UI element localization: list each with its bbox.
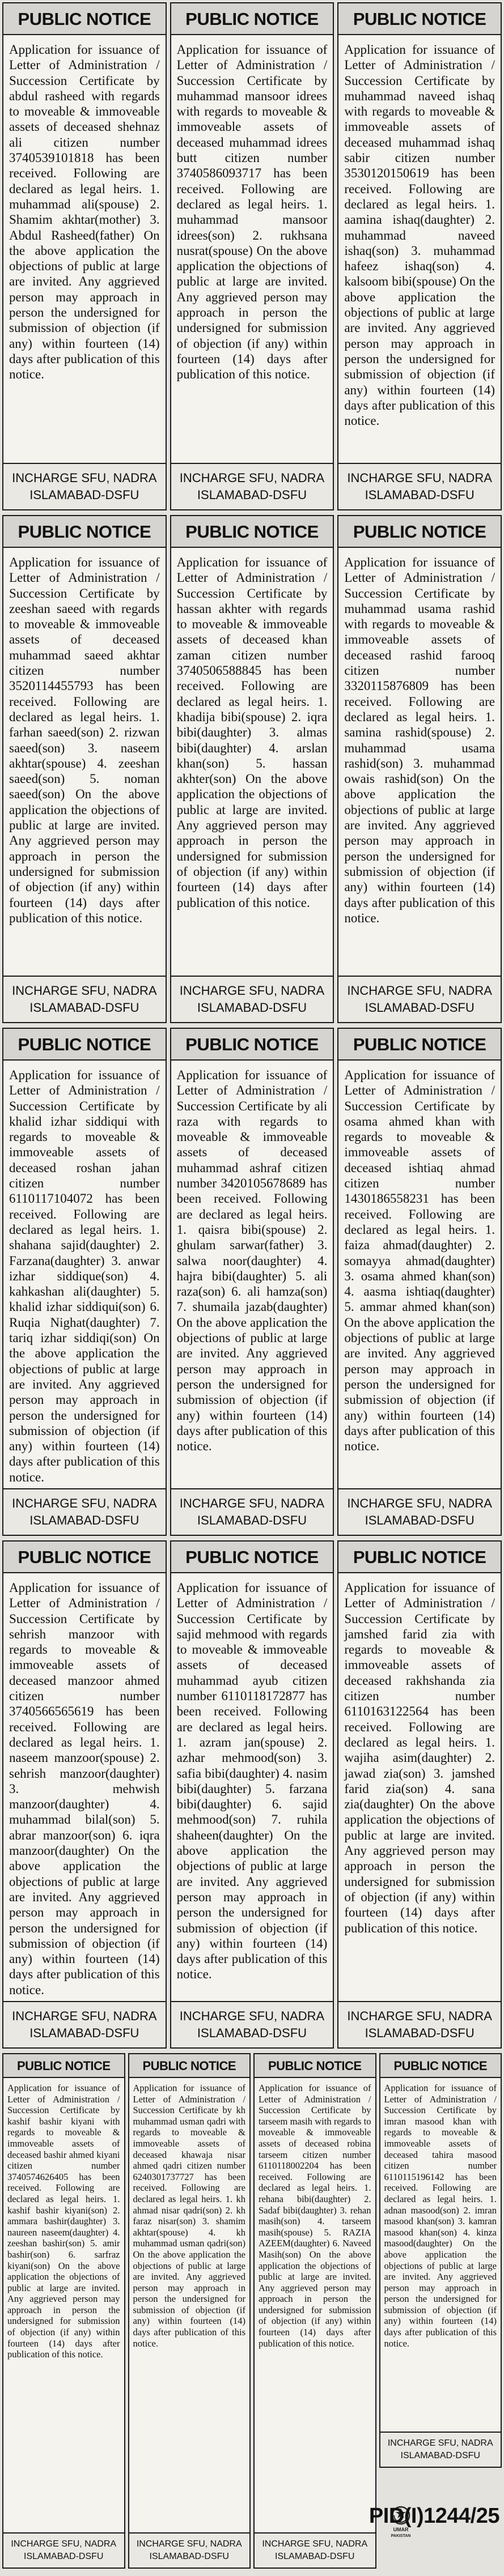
notice-body: Application for issuance of Letter of Administration / Succession Certificate by muhammad naveed ishaq with regards to moveable & immoveable assets of deceased muhammad ishaq sabir citizen number 3530120150619 has been received. Following are declared as legal heirs. 1. aamina ishaq(daughter) 2. muhammad naveed ishaq(son) 3. muhammad hafeez ishaq(son) 4. kalsoom bibi(spouse) On the above application the objections of public at large are invited. Any aggrieved person may approach in person the undersigned for submission of objection (if any) within fourteen (14) days after publication of this notice. — [344, 42, 495, 428]
notice-footer — [380, 2432, 501, 2467]
public-notice — [170, 2, 334, 510]
footer-location: ISLAMABAD-DSFU — [365, 1000, 475, 1015]
public-notice — [379, 2053, 502, 2468]
notice-title: PUBLIC NOTICE — [3, 516, 166, 548]
notice-title: PUBLIC NOTICE — [255, 2054, 375, 2078]
public-notice — [337, 1028, 502, 1536]
notice-body: Application for issuance of Letter of Administration / Succession Certificate by abdul rasheed with regards to moveable & immoveable assets of deceased shehnaz ali citizen number 3740539101818 has been received. Following are declared as legal heirs. 1. muhammad ali(spouse) 2. Shamim akhtar(mother) 3. Abdul Rasheed(father) On the above application the objections of public at large are invited. Any aggrieved person may approach in person the undersigned for submission of objection (if any) within fourteen (14) days after publication of this notice. — [9, 42, 160, 382]
footer-office: INCHARGE SFU, NADRA — [347, 983, 492, 998]
public-notice — [337, 515, 502, 1023]
notices-row-5 — [2, 2053, 502, 2569]
notice-title: PUBLIC NOTICE — [171, 1029, 333, 1061]
public-notice — [2, 1028, 167, 1536]
notices-row-2 — [2, 515, 502, 1023]
notice-title: PUBLIC NOTICE — [338, 516, 501, 548]
notice-title: PUBLIC NOTICE — [338, 3, 501, 35]
footer-office: INCHARGE SFU, NADRA — [387, 2438, 493, 2448]
public-notice — [2, 2, 167, 510]
notice-body: Application for issuance of Letter of Administration / Succession Certificate by zeeshan saeed with regards to moveable & immoveable assets of deceased muhammad saeed akhtar citizen number 3520114455793 has been received. Following are declared as legal heirs. 1. farhan saeed(son) 2. rizwan saeed(son) 3. naseem akhtar(spouse) 4. zeeshan saeed(son) 5. noman saeed(son) On the above application the objections of public at large are invited. Any aggrieved person may approach in person the undersigned for submission of objection (if any) within fourteen (14) days after publication of this notice. — [9, 555, 160, 925]
footer-location: ISLAMABAD-DSFU — [24, 2552, 104, 2561]
public-notice — [253, 2053, 376, 2569]
footer-office: INCHARGE SFU, NADRA — [12, 471, 157, 485]
footer-office: INCHARGE SFU, NADRA — [179, 2009, 325, 2023]
pid-number: PID(I)1244/25 — [369, 2504, 499, 2528]
notice-footer — [338, 1488, 501, 1535]
footer-location: ISLAMABAD-DSFU — [365, 1513, 475, 1527]
notice-footer — [255, 2532, 375, 2568]
footer-office: INCHARGE SFU, NADRA — [12, 2009, 157, 2024]
footer-location: ISLAMABAD-DSFU — [197, 488, 307, 502]
footer-location: ISLAMABAD-DSFU — [29, 2026, 139, 2041]
notice-footer — [338, 463, 501, 509]
footer-office: INCHARGE SFU, NADRA — [179, 1496, 325, 1510]
notice-footer — [3, 976, 166, 1022]
notice-body: Application for issuance of Letter of Administration / Succession Certificate by tarseem masih with regards to moveable & immoveable assets of deceased robina tarseem citizen number 6110118002204 has been received. Following are declared as legal heirs. 1. rehana bibi(daughter) 2. Sadaf bibi(daughter) 3. rehan masih(son) 4. tarseem masih(spouse) 5. RAZIA AZEEM(daughter) 6. Naveed Masih(son) On the above application the objections of public at large are invited. Any aggrieved person may approach in person the undersigned for submission of objection (if any) within fourteen (14) days after publication of this notice. — [259, 2083, 371, 2349]
footer-location: ISLAMABAD-DSFU — [365, 2026, 475, 2040]
footer-office: INCHARGE SFU, NADRA — [11, 2539, 117, 2549]
public-notice — [2, 2053, 125, 2569]
notice-footer — [171, 463, 333, 509]
notice-body: Application for issuance of Letter of Administration / Succession Certificate by hassan akhter with regards to moveable & immoveable assets of deceased khan zaman citizen number 3740506588845 has been received. Following are declared as legal heirs. 1. khadija bibi(spouse) 2. iqra bibi(daughter) 3. almas bibi(daughter) 4. arslan khan(son) 5. hassan akhter(son) On the above application the objections of public at large are invited. Any aggrieved person may approach in person the undersigned for submission of objection (if any) within fourteen (14) days after publication of this notice. — [176, 555, 328, 910]
notice-body: Application for issuance of Letter of Administration / Succession Certificate by ali raza with regards to moveable & immoveable assets of deceased muhammad ashraf citizen number 3420105678689 has been received. Following are declared as legal heirs. 1. qaisra bibi(spouse) 2. ghulam sarwar(father) 3. salwa noor(daughter) 4. hajra bibi(daughter) 5. ali raza(son) 6. ali hamza(son) 7. shumaila jazab(daughter) On the above application the objections of public at large are invited. Any aggrieved person may approach in person the undersigned for submission of objection (if any) within fourteen (14) days after publication of this notice. — [176, 1068, 328, 1454]
notice-title: PUBLIC NOTICE — [171, 3, 333, 35]
notices-row-4 — [2, 1540, 502, 2049]
footer-location: ISLAMABAD-DSFU — [400, 2451, 480, 2460]
notice-footer — [338, 976, 501, 1022]
public-notice — [2, 515, 167, 1023]
notice-footer — [3, 463, 166, 509]
notices-row-1 — [2, 2, 502, 510]
logo-line2: PAKISTAN — [391, 2534, 410, 2538]
public-notice — [170, 1028, 334, 1536]
public-notice — [337, 1540, 502, 2049]
pid-area — [369, 2468, 502, 2569]
footer-office: INCHARGE SFU, NADRA — [347, 471, 492, 485]
footer-office: INCHARGE SFU, NADRA — [262, 2539, 368, 2549]
notice-title: PUBLIC NOTICE — [129, 2054, 250, 2078]
footer-location: ISLAMABAD-DSFU — [197, 1000, 307, 1015]
notice-body: Application for issuance of Letter of Administration / Succession Certificate by jamshed farid zia with regards to moveable & immoveable assets of deceased rakhshanda zia citizen number 6110163122564 has been received. Following are declared as legal heirs. 1. wajiha asim(daughter) 2. jawad zia(son) 3. jamshed farid zia(son) 4. sana zia(daughter) On the above application the objections of public at large are invited. Any aggrieved person may approach in person the undersigned for submission of objection (if any) within fourteen (14) days after publication of this notice. — [344, 1581, 495, 1935]
notice-title: PUBLIC NOTICE — [171, 1542, 333, 1573]
notice-title: PUBLIC NOTICE — [3, 3, 166, 35]
notice-footer — [171, 976, 333, 1022]
notice-title: PUBLIC NOTICE — [380, 2054, 501, 2078]
notice-title: PUBLIC NOTICE — [3, 1029, 166, 1061]
footer-location: ISLAMABAD-DSFU — [149, 2552, 229, 2561]
notice-body: Application for issuance of Letter of Administration / Succession Certificate by muhammad usama rashid with regards to moveable & immoveable assets of deceased rashid farooq citizen number 3320115876809 has been received. Following are declared as legal heirs. 1. samina rashid(spouse) 2. muhammad usama rashid(son) 3. muhammad owais rashid(son) On the above application the objections of public at large are invited. Any aggrieved person may approach in person the undersigned for submission of objection (if any) within fourteen (14) days after publication of this notice. — [344, 555, 495, 925]
last-column — [369, 2053, 502, 2569]
public-notice — [170, 1540, 334, 2049]
footer-location: ISLAMABAD-DSFU — [29, 488, 139, 502]
notice-title: PUBLIC NOTICE — [338, 1542, 501, 1573]
notice-body: Application for issuance of Letter of Administration / Succession Certificate by muhammad mansoor idrees with regards to moveable & immoveable assets of deceased muhammad idrees butt citizen number 3740586093717 has been received. Following are declared as legal heirs. 1. muhammad mansoor idrees(son) 2. rukhsana nusrat(spouse) On the above application the objections of public at large are invited. Any aggrieved person may approach in person the undersigned for submission of objection (if any) within fourteen (14) days after publication of this notice. — [176, 42, 328, 382]
notice-footer — [129, 2532, 250, 2568]
notice-footer — [3, 2001, 166, 2047]
notice-body: Application for issuance of Letter of Administration / Succession Certificate by khalid izhar siddiqui with regards to moveable & immoveable assets of deceased roshan jahan citizen number 6110117104072 has been received. Following are declared as legal heirs. 1. shahana sajid(daughter) 2. Farzana(daughter) 3. anwar izhar siddique(son) 4. kahkashan ali(daughter) 5. khalid izhar siddiqui(son) 6. Ruqia Nighat(daughter) 7. tariq izhar siddiqi(son) On the above application the objections of public at large are invited. Any aggrieved person may approach in person the undersigned for submission of objection (if any) within fourteen (14) days after publication of this notice. — [9, 1068, 160, 1484]
footer-location: ISLAMABAD-DSFU — [29, 1513, 139, 1528]
public-notice — [2, 1540, 167, 2049]
notice-footer — [3, 2532, 124, 2568]
footer-office: INCHARGE SFU, NADRA — [12, 1496, 157, 1511]
notice-footer — [338, 2001, 501, 2047]
notice-body: Application for issuance of Letter of Administration / Succession Certificate by kashif bashir kiyani with regards to moveable & immoveable assets of deceased bashir ahmed kiyani citizen number 3740574626405 has been received. Following are declared as legal heirs. 1. kashif bashir kiyani(son) 2. ammara bashir(daughter) 3. naureen naseem(daughter) 4. zeeshan bashir(son) 5. amir bashir(son) 6. sarfraz kiyani(son) On the above application the objections of public at large are invited. Any aggrieved person may approach in person the undersigned for submission of objection (if any) within fourteen (14) days after publication of this notice. — [7, 2083, 120, 2360]
logo-line1: UMAR — [393, 2527, 408, 2532]
public-notice — [337, 2, 502, 510]
footer-office: INCHARGE SFU, NADRA — [179, 471, 325, 485]
notice-title: PUBLIC NOTICE — [338, 1029, 501, 1061]
notice-footer — [171, 2001, 333, 2047]
footer-office: INCHARGE SFU, NADRA — [136, 2539, 242, 2549]
footer-location: ISLAMABAD-DSFU — [197, 1513, 307, 1527]
public-notice — [170, 515, 334, 1023]
notice-body: Application for issuance of Letter of Administration / Succession Certificate by osama ahmed khan with regards to moveable & immoveable assets of deceased ishtiaq ahmad citizen number 1430186558231 has been received. Following are declared as legal heirs. 1. faiza ahmad(daughter) 2. somayya ahmad(daughter) 3. osama ahmed khan(son) 4. aasma ishtiaq(daughter) 5. ammar ahmed khan(son) On the above application the objections of public at large are invited. Any aggrieved person may approach in person the undersigned for submission of objection (if any) within fourteen (14) days after publication of this notice. — [344, 1068, 495, 1454]
footer-office: INCHARGE SFU, NADRA — [347, 2009, 492, 2023]
notice-body: Application for issuance of Letter of Administration / Succession Certificate by kh muhammad usman qadri with regards to moveable & immoveable assets of deceased khawaja nisar ahmed qadri citizen number 6240301737727 has been received. Following are declared as legal heirs. 1. kh ahmad nisar qadri(son) 2. kh faraz nisar(son) 3. shamim akhtar(spouse) 4. kh muhammad usman qadri(son) On the above application the objections of public at large are invited. Any aggrieved person may approach in person the undersigned for submission of objection (if any) within fourteen (14) days after publication of this notice. — [133, 2083, 245, 2349]
footer-location: ISLAMABAD-DSFU — [197, 2026, 307, 2040]
notices-grid — [2, 2, 502, 2569]
footer-location: ISLAMABAD-DSFU — [275, 2552, 355, 2561]
footer-location: ISLAMABAD-DSFU — [29, 1000, 139, 1015]
footer-location: ISLAMABAD-DSFU — [365, 488, 475, 502]
notices-row-3 — [2, 1028, 502, 1536]
notice-title: PUBLIC NOTICE — [3, 1542, 166, 1573]
notice-body: Application for issuance of Letter of Administration / Succession Certificate by sehrish manzoor with regards to moveable & immoveable assets of deceased manzoor ahmed citizen number 3740566565619 has been received. Following are declared as legal heirs. 1. naseem manzoor(spouse) 2. sehrish manzoor(daughter) 3. mehwish manzoor(daughter) 4. muhammad bilal(son) 5. abrar manzoor(son) 6. iqra manzoor(daughter) On the above application the objections of public at large are invited. Any aggrieved person may approach in person the undersigned for submission of objection (if any) within fourteen (14) days after publication of this notice. — [9, 1581, 160, 1997]
footer-office: INCHARGE SFU, NADRA — [179, 983, 325, 998]
notice-body: Application for issuance of Letter of Administration / Succession Certificate by sajid mehmood with regards to moveable & immoveable assets of deceased muhammad ayub citizen number 6110118172877 has been received. Following are declared as legal heirs. 1. azram jan(spouse) 2. azhar mehmood(son) 3. safia bibi(daughter) 4. nasim bibi(daughter) 5. farzana bibi(daughter) 6. sajid mehmood(son) 7. ruhila shaheen(daughter) On the above application the objections of public at large are invited. Any aggrieved person may approach in person the undersigned for submission of objection (if any) within fourteen (14) days after publication of this notice. — [176, 1581, 328, 1982]
notice-title: PUBLIC NOTICE — [3, 2054, 124, 2078]
footer-office: INCHARGE SFU, NADRA — [12, 983, 157, 998]
notice-footer — [3, 1488, 166, 1535]
footer-office: INCHARGE SFU, NADRA — [347, 1496, 492, 1510]
notice-title: PUBLIC NOTICE — [171, 516, 333, 548]
public-notice — [128, 2053, 251, 2569]
notice-footer — [171, 1488, 333, 1535]
notice-body: Application for issuance of Letter of Administration / Succession Certificate by imran masood khan with regards to moveable & immoveable assets of deceased tahira masood citizen number 6110115196142 has been received. Following are declared as legal heirs. 1. adnan masood(son) 2. imran masood khan(son) 3. kamran masood khan(son) 4. kinza masood(daughter) On the above application the objections of public at large are invited. Any aggrieved person may approach in person the undersigned for submission of objection (if any) within fourteen (14) days after publication of this notice. — [384, 2083, 497, 2349]
